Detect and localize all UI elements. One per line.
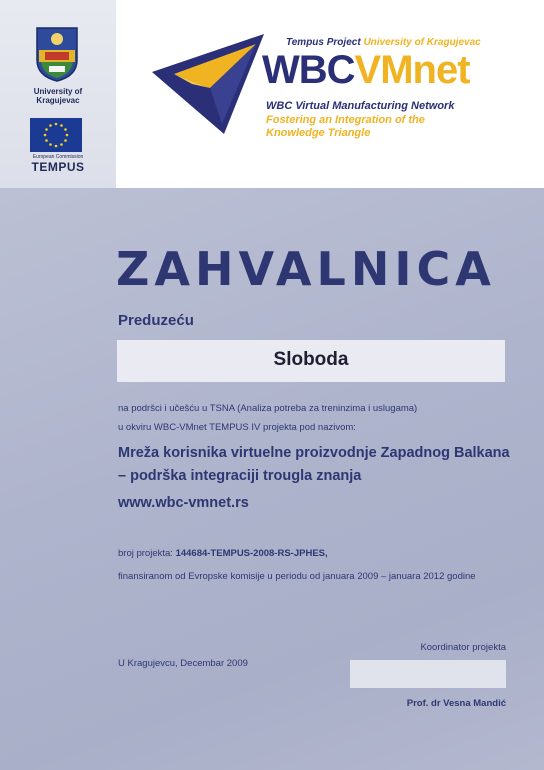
coordinator-name: Prof. dr Vesna Mandić (406, 698, 506, 709)
brand-wordmark: WBCVMnet (262, 48, 470, 92)
recipient-label: Preduzeću (118, 312, 194, 329)
recipient-name-box (117, 340, 505, 382)
university-crest-icon (35, 26, 79, 82)
project-number: 144684-TEMPUS-2008-RS-JPHES, (175, 548, 328, 559)
project-number-label: broj projekta: (118, 548, 173, 559)
university-name: University of Kragujevac (33, 87, 83, 105)
eu-caption: European Commission (32, 154, 84, 160)
support-line-1: na podršci i učešću u TSNA (Analiza potreba za treninzima i uslugama) (118, 403, 418, 414)
tempus-project-line: Tempus Project University of Kragujevac (286, 37, 481, 48)
project-title: Mreža korisnika virtuelne proizvodnje Zapadnog Balkana – podrška integraciji trougla znanja (118, 445, 510, 484)
coordinator-label: Koordinator projekta (420, 642, 506, 653)
support-line-2: u okviru WBC-VMnet TEMPUS IV projekta pod nazivom: (118, 422, 356, 433)
tagline: Fostering an Integration of the Knowledge Triangle (266, 114, 425, 139)
eu-flag-icon (30, 118, 82, 152)
network-subtitle: WBC Virtual Manufacturing Network (266, 100, 455, 112)
project-number-line (118, 548, 328, 559)
place-date: U Kragujevcu, Decembar 2009 (118, 658, 248, 669)
project-website: www.wbc-vmnet.rs (118, 495, 249, 511)
wbcvmnet-logo-icon (152, 34, 270, 142)
signature-box (350, 660, 506, 688)
tempus-label: TEMPUS (31, 160, 85, 174)
recipient-name: Sloboda (273, 349, 349, 370)
certificate-title: ZAHVALNICA (116, 242, 496, 296)
funding-line: finansiranom od Evropske komisije u periodu od januara 2009 – januara 2012 godine (118, 571, 476, 582)
logo-sidebar (0, 0, 116, 188)
